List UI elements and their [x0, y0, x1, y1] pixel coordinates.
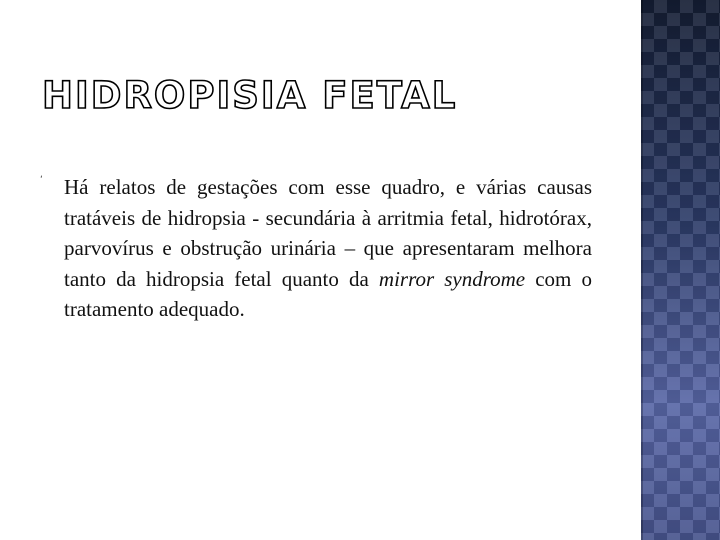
bullet-text-italic: mirror syndrome	[378, 266, 526, 291]
bullet-text-part: Há relatos de gestações com esse quadro, e várias causas tratáveis de hidropsia - secundária à arritmia fetal, hidrotórax, parvovírus e obstrução urinária – que apresentaram melhora tanto da hidropsia fetal quanto da	[64, 175, 592, 291]
bullet-text-part-end: com o tratamento adequado.	[64, 266, 592, 321]
bullet-marker-icon: ‘	[40, 175, 43, 185]
slide-title: HIDROPISIA FETAL	[42, 74, 458, 117]
bullet-item	[40, 172, 592, 325]
bullet-text	[64, 172, 592, 325]
slide-content	[40, 172, 592, 325]
decorative-side-panel	[641, 0, 720, 540]
